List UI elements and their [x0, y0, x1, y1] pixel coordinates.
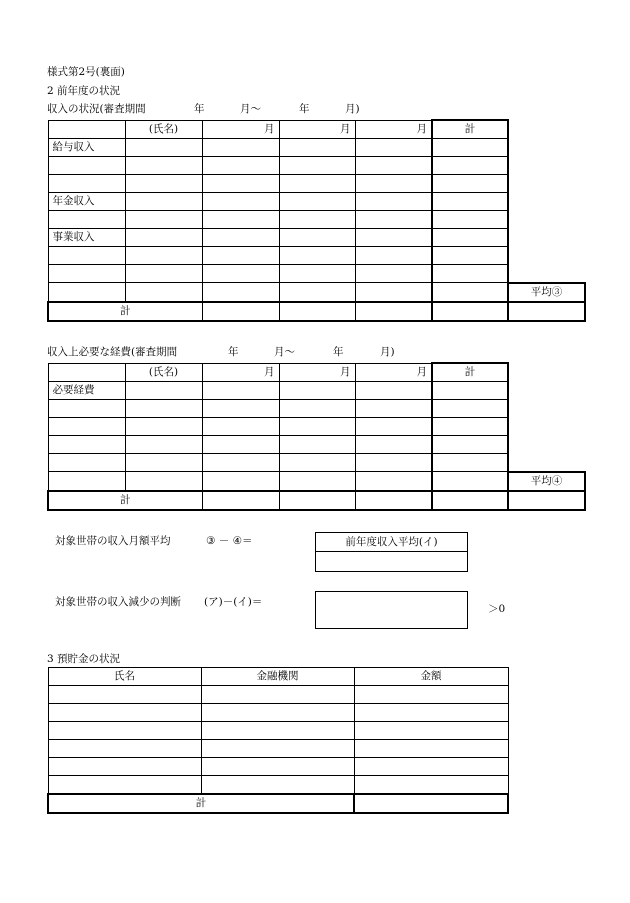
cell[interactable]: [432, 229, 508, 247]
table-row: [48, 436, 585, 454]
table-row: [48, 211, 585, 229]
income-caption-month2: 月): [345, 103, 360, 115]
cell[interactable]: [432, 175, 508, 193]
decrease-judgment-label: 対象世帯の収入減少の判断: [55, 596, 181, 608]
expense-head-month: 月: [279, 363, 355, 382]
cell[interactable]: [355, 157, 432, 175]
cell[interactable]: [354, 704, 508, 722]
table-row: [48, 120, 585, 139]
savings-total-label: 計: [48, 794, 354, 813]
cell[interactable]: [48, 454, 125, 472]
cell[interactable]: [202, 265, 279, 283]
savings-total-value[interactable]: [354, 794, 508, 813]
cell[interactable]: [48, 722, 201, 740]
cell[interactable]: [202, 400, 279, 418]
expense-caption-month1: 月～: [274, 346, 295, 358]
spacer: [508, 120, 585, 139]
cell[interactable]: [48, 247, 125, 265]
expense-caption-year2: 年: [333, 346, 344, 358]
cell[interactable]: [202, 193, 279, 211]
cell[interactable]: [354, 722, 508, 740]
cell[interactable]: [279, 175, 355, 193]
cell[interactable]: [355, 418, 432, 436]
cell[interactable]: [279, 283, 355, 302]
table-row: [48, 491, 585, 510]
cell[interactable]: [125, 436, 202, 454]
cell[interactable]: [201, 758, 354, 776]
cell[interactable]: [48, 157, 125, 175]
form-number: 様式第2号(裏面): [47, 66, 125, 78]
spacer: [508, 363, 585, 382]
income-caption-month1: 月～: [240, 103, 261, 115]
cell[interactable]: [48, 704, 201, 722]
cell[interactable]: [279, 139, 355, 157]
cell[interactable]: [279, 472, 355, 491]
savings-head-name: 氏名: [48, 668, 201, 686]
table-row: [48, 776, 508, 795]
cell[interactable]: [48, 418, 125, 436]
expense-caption-month2: 月): [380, 346, 395, 358]
income-average-label: 平均③: [508, 283, 585, 302]
cell[interactable]: [125, 139, 202, 157]
cell[interactable]: [48, 776, 201, 795]
spacer: [508, 229, 585, 247]
decrease-condition: ＞0: [488, 603, 506, 615]
income-total-label: 計: [48, 302, 202, 321]
cell[interactable]: [48, 740, 201, 758]
cell[interactable]: [202, 302, 279, 321]
cell[interactable]: [355, 283, 432, 302]
cell[interactable]: [125, 247, 202, 265]
cell[interactable]: [279, 382, 355, 400]
cell[interactable]: [202, 283, 279, 302]
spacer: [508, 265, 585, 283]
cell[interactable]: [279, 265, 355, 283]
cell[interactable]: [432, 139, 508, 157]
income-head-total: 計: [432, 120, 508, 139]
cell[interactable]: [279, 157, 355, 175]
expense-row-necessary: 必要経費: [48, 382, 125, 400]
savings-head-bank: 金融機関: [201, 668, 354, 686]
cell[interactable]: [48, 265, 125, 283]
cell[interactable]: [279, 418, 355, 436]
cell[interactable]: [201, 740, 354, 758]
cell[interactable]: [48, 686, 201, 704]
cell[interactable]: [354, 740, 508, 758]
table-row: [48, 363, 585, 382]
expense-average-label: 平均④: [508, 472, 585, 491]
section2-title: 2 前年度の状況: [47, 85, 121, 97]
cell[interactable]: [355, 247, 432, 265]
cell[interactable]: [432, 157, 508, 175]
cell[interactable]: [202, 229, 279, 247]
cell[interactable]: [279, 211, 355, 229]
table-row: [48, 265, 585, 283]
table-row: [48, 400, 585, 418]
cell[interactable]: [354, 758, 508, 776]
cell[interactable]: [48, 211, 125, 229]
cell[interactable]: [354, 686, 508, 704]
cell[interactable]: [48, 758, 201, 776]
cell[interactable]: [201, 704, 354, 722]
cell[interactable]: [125, 454, 202, 472]
cell[interactable]: [202, 139, 279, 157]
income-head-name: (氏名): [125, 120, 202, 139]
table-row: [48, 302, 585, 321]
cell[interactable]: [48, 436, 125, 454]
cell[interactable]: [202, 491, 279, 510]
decrease-judgment-formula: (ア)－(イ)＝: [204, 596, 263, 608]
cell[interactable]: [48, 283, 125, 302]
income-caption-year2: 年: [299, 103, 310, 115]
cell[interactable]: [432, 418, 508, 436]
cell[interactable]: [432, 193, 508, 211]
cell[interactable]: [125, 382, 202, 400]
cell[interactable]: [125, 283, 202, 302]
cell[interactable]: [355, 211, 432, 229]
income-head-month: 月: [279, 120, 355, 139]
spacer: [508, 436, 585, 454]
spacer: [508, 247, 585, 265]
table-row: [48, 382, 585, 400]
cell[interactable]: [202, 211, 279, 229]
spacer: [508, 454, 585, 472]
previous-year-average-label: 前年度収入平均(イ): [316, 533, 467, 552]
cell[interactable]: [279, 302, 355, 321]
cell[interactable]: [432, 400, 508, 418]
savings-head-amount: 金額: [354, 668, 508, 686]
cell[interactable]: [125, 157, 202, 175]
income-total-sum[interactable]: [432, 302, 508, 321]
cell[interactable]: [48, 175, 125, 193]
cell[interactable]: [355, 265, 432, 283]
cell[interactable]: [279, 229, 355, 247]
table-row: [48, 229, 585, 247]
cell[interactable]: [279, 193, 355, 211]
table-row: [48, 722, 508, 740]
income-average-value[interactable]: [508, 302, 585, 321]
table-row: [48, 283, 585, 302]
cell[interactable]: [125, 229, 202, 247]
expense-caption-year1: 年: [228, 346, 239, 358]
expense-total-sum[interactable]: [432, 491, 508, 510]
expense-head-name: (氏名): [125, 363, 202, 382]
savings-table: [47, 667, 509, 814]
cell[interactable]: [355, 454, 432, 472]
table-row: [48, 193, 585, 211]
expense-head-total: 計: [432, 363, 508, 382]
spacer: [508, 139, 585, 157]
income-row-salary: 給与収入: [48, 139, 125, 157]
cell[interactable]: [279, 400, 355, 418]
cell[interactable]: [125, 472, 202, 491]
table-row: [48, 668, 508, 686]
previous-year-average-value[interactable]: [316, 552, 467, 571]
income-head-month: 月: [355, 120, 432, 139]
cell[interactable]: [202, 454, 279, 472]
income-row-business: 事業収入: [48, 229, 125, 247]
cell[interactable]: [125, 418, 202, 436]
cell[interactable]: [355, 139, 432, 157]
table-row: [48, 704, 508, 722]
table-row: [48, 157, 585, 175]
cell[interactable]: [355, 302, 432, 321]
previous-year-average-box: [315, 532, 468, 572]
spacer: [508, 211, 585, 229]
cell[interactable]: [202, 175, 279, 193]
cell[interactable]: [279, 247, 355, 265]
income-head-month: 月: [202, 120, 279, 139]
cell[interactable]: [355, 193, 432, 211]
spacer: [508, 418, 585, 436]
cell[interactable]: [201, 776, 354, 795]
cell[interactable]: [125, 265, 202, 283]
cell[interactable]: [432, 454, 508, 472]
cell: [48, 120, 125, 139]
expense-head-month: 月: [355, 363, 432, 382]
cell[interactable]: [355, 175, 432, 193]
cell[interactable]: [202, 247, 279, 265]
cell[interactable]: [432, 283, 508, 302]
table-row: [48, 247, 585, 265]
cell[interactable]: [355, 382, 432, 400]
cell[interactable]: [432, 265, 508, 283]
expense-caption: 収入上必要な経費(審査期間: [47, 346, 178, 358]
cell: [48, 363, 125, 382]
expense-average-value[interactable]: [508, 491, 585, 510]
cell[interactable]: [355, 436, 432, 454]
cell[interactable]: [279, 436, 355, 454]
table-row: [48, 175, 585, 193]
cell[interactable]: [202, 418, 279, 436]
table-row: [48, 454, 585, 472]
cell[interactable]: [202, 472, 279, 491]
income-caption: 収入の状況(審査期間: [47, 103, 146, 115]
monthly-average-label: 対象世帯の収入月額平均: [55, 535, 171, 547]
cell[interactable]: [125, 193, 202, 211]
cell[interactable]: [202, 382, 279, 400]
table-row: [48, 686, 508, 704]
cell[interactable]: [201, 722, 354, 740]
spacer: [508, 400, 585, 418]
cell[interactable]: [279, 454, 355, 472]
cell[interactable]: [432, 247, 508, 265]
cell[interactable]: [48, 400, 125, 418]
spacer: [508, 157, 585, 175]
cell[interactable]: [354, 776, 508, 795]
cell[interactable]: [48, 472, 125, 491]
table-row: [48, 740, 508, 758]
income-caption-year1: 年: [194, 103, 205, 115]
cell[interactable]: [202, 157, 279, 175]
cell[interactable]: [201, 686, 354, 704]
spacer: [508, 175, 585, 193]
cell[interactable]: [125, 175, 202, 193]
decrease-result-box[interactable]: [315, 591, 468, 629]
expense-head-month: 月: [202, 363, 279, 382]
table-row: [48, 794, 508, 813]
cell[interactable]: [279, 491, 355, 510]
cell[interactable]: [432, 382, 508, 400]
expense-table: [47, 362, 586, 511]
cell[interactable]: [432, 211, 508, 229]
income-table: [47, 119, 586, 322]
cell[interactable]: [125, 400, 202, 418]
table-row: [48, 139, 585, 157]
cell[interactable]: [432, 472, 508, 491]
cell[interactable]: [355, 229, 432, 247]
cell[interactable]: [355, 472, 432, 491]
cell[interactable]: [125, 211, 202, 229]
table-row: [48, 418, 585, 436]
income-row-pension: 年金収入: [48, 193, 125, 211]
cell[interactable]: [202, 436, 279, 454]
cell[interactable]: [355, 491, 432, 510]
monthly-average-formula: ③ － ④＝: [206, 535, 253, 547]
spacer: [508, 193, 585, 211]
table-row: [48, 758, 508, 776]
cell[interactable]: [432, 436, 508, 454]
table-row: [48, 472, 585, 491]
section3-title: 3 預貯金の状況: [47, 653, 121, 665]
spacer: [508, 382, 585, 400]
cell[interactable]: [355, 400, 432, 418]
expense-total-label: 計: [48, 491, 202, 510]
